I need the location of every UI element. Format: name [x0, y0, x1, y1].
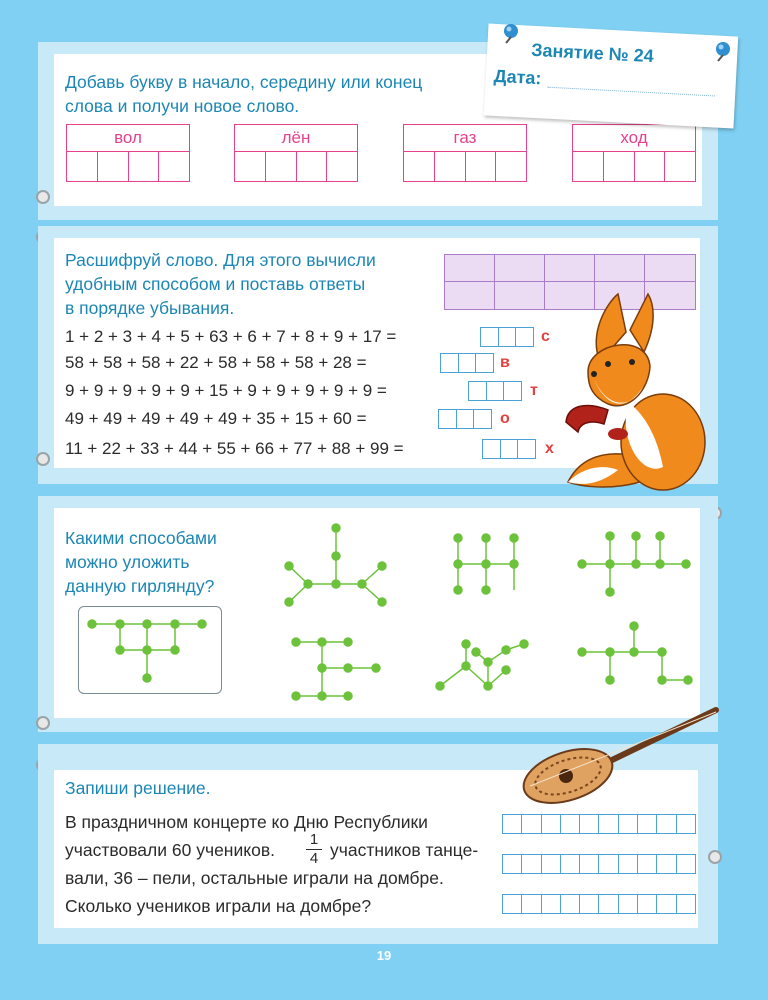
- cipher-letter: т: [530, 382, 538, 399]
- task2-instruction-line2: удобным способом и поставь ответы: [65, 274, 366, 294]
- lesson-title: Занятие № 24: [530, 39, 655, 67]
- cipher-letter: с: [541, 328, 550, 345]
- equation: 9 + 9 + 9 + 9 + 9 + 15 + 9 + 9 + 9 + 9 + 9 =: [65, 381, 387, 400]
- dombra-illustration: [520, 700, 720, 808]
- fraction: [306, 832, 322, 867]
- cipher-letter: в: [500, 354, 510, 371]
- cipher-letter: о: [500, 410, 510, 427]
- answer-box[interactable]: [480, 327, 534, 347]
- answer-box[interactable]: [482, 439, 536, 459]
- binder-ring-icon: [36, 190, 50, 204]
- word-box-2[interactable]: [234, 124, 358, 182]
- binder-ring-icon: [36, 716, 50, 730]
- task4-instruction: Запиши решение.: [65, 778, 211, 798]
- garland-sample-frame: [78, 606, 222, 694]
- task1-instruction-line1: Добавь букву в начало, середину или конец: [65, 72, 423, 92]
- solution-row[interactable]: [502, 894, 696, 914]
- word-box-4[interactable]: [572, 124, 696, 182]
- equation: 1 + 2 + 3 + 4 + 5 + 63 + 6 + 7 + 8 + 9 + 17 =: [65, 327, 397, 346]
- solution-row[interactable]: [502, 814, 696, 834]
- equation: 49 + 49 + 49 + 49 + 49 + 35 + 15 + 60 =: [65, 409, 367, 428]
- word-label: ход: [573, 125, 695, 152]
- answer-box[interactable]: [438, 409, 492, 429]
- fraction-denominator: 4: [309, 850, 319, 867]
- task2-instruction-line1: Расшифруй слово. Для этого вычисли: [65, 250, 376, 270]
- problem-line1: В праздничном концерте ко Дню Республики: [65, 812, 428, 832]
- problem-line2-part1: участвовали 60 учеников.: [65, 840, 275, 860]
- problem-line2-part2: участников танце-: [330, 840, 479, 860]
- binder-ring-icon: [36, 452, 50, 466]
- word-label: лён: [235, 125, 357, 152]
- answer-box[interactable]: [440, 353, 494, 373]
- problem-line4: Сколько учеников играли на домбре?: [65, 896, 372, 916]
- pushpin-icon: [500, 22, 522, 44]
- task3-instruction-line1: Какими способами: [65, 528, 217, 548]
- cipher-letter: х: [545, 440, 554, 457]
- task3-instruction-line3: данную гирлянду?: [65, 576, 215, 596]
- pushpin-icon: [712, 40, 734, 62]
- word-box-1[interactable]: [66, 124, 190, 182]
- binder-ring-icon: [708, 850, 722, 864]
- task2-instruction-line3: в порядке убывания.: [65, 298, 235, 318]
- answer-box[interactable]: [468, 381, 522, 401]
- task3-instruction-line2: можно уложить: [65, 552, 190, 572]
- solution-row[interactable]: [502, 854, 696, 874]
- fox-illustration: [548, 292, 730, 492]
- fraction-numerator: 1: [309, 831, 319, 848]
- equation: 58 + 58 + 58 + 22 + 58 + 58 + 58 + 28 =: [65, 353, 367, 372]
- page-number: 19: [376, 948, 392, 963]
- equation: 11 + 22 + 33 + 44 + 55 + 66 + 77 + 88 + 99 =: [65, 439, 404, 458]
- word-label: вол: [67, 125, 189, 152]
- date-field[interactable]: [547, 87, 715, 97]
- problem-line3: вали, 36 – пели, остальные играли на домбре.: [65, 868, 444, 888]
- task1-instruction-line2: слова и получи новое слово.: [65, 96, 300, 116]
- word-box-3[interactable]: [403, 124, 527, 182]
- date-label: Дата:: [493, 65, 542, 89]
- word-label: газ: [404, 125, 526, 152]
